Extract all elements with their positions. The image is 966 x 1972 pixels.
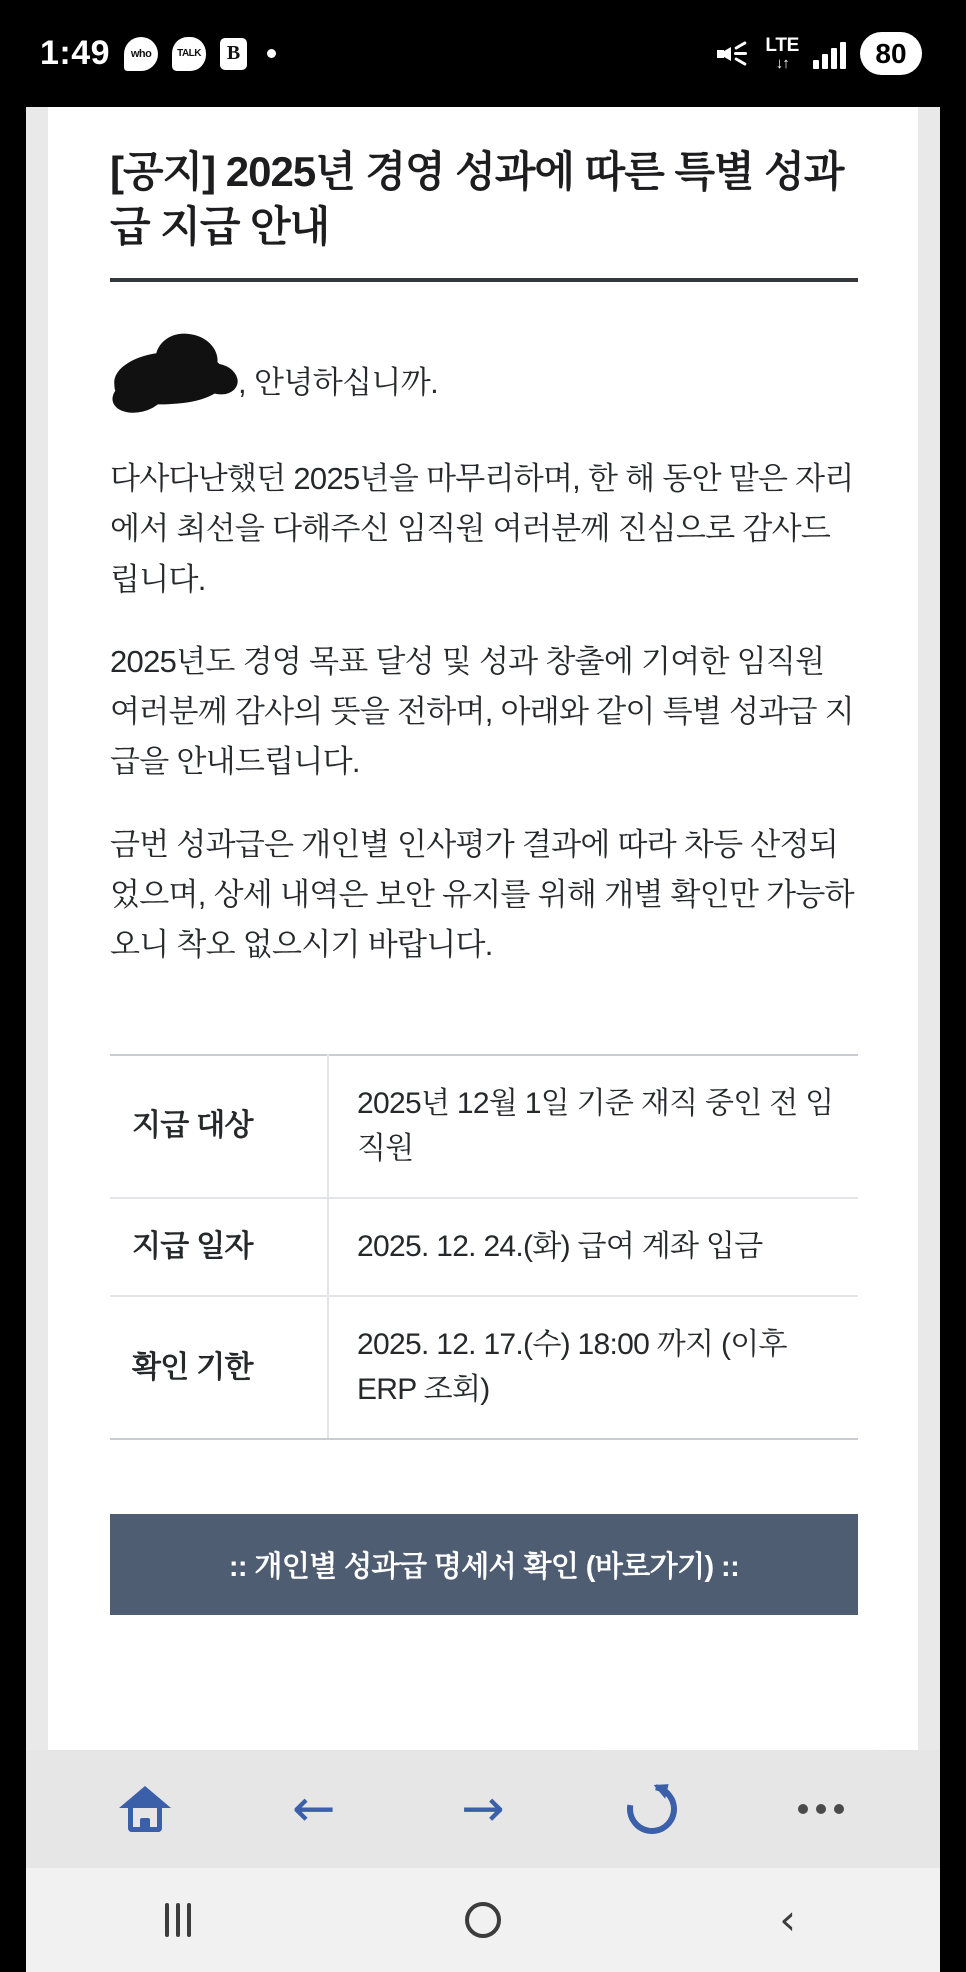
three-dots-icon — [798, 1804, 844, 1814]
table-row-key: 지급 대상 — [110, 1055, 328, 1198]
home-button[interactable] — [97, 1761, 193, 1857]
title-divider — [110, 278, 858, 282]
recents-button[interactable] — [118, 1880, 238, 1960]
back-button[interactable] — [266, 1761, 362, 1857]
table-row — [110, 1296, 858, 1439]
table-row-key: 확인 기한 — [110, 1296, 328, 1439]
paragraph-3: 금번 성과급은 개인별 인사평가 결과에 따라 차등 산정되었으며, 상세 내역은 보안 유지를 위해 개별 확인만 가능하오니 착오 없으시기 바랍니다. — [110, 826, 854, 962]
reload-button[interactable] — [604, 1761, 700, 1857]
who-call-icon — [124, 37, 158, 71]
more-dot-icon — [267, 49, 276, 58]
table-row — [110, 1055, 858, 1198]
signal-bars-icon — [813, 39, 846, 69]
back-button-system[interactable] — [728, 1880, 848, 1960]
notice-article — [48, 107, 918, 1862]
arrow-left-icon: ← — [291, 1779, 336, 1839]
arrow-right-icon: → — [461, 1779, 505, 1839]
lte-arrows: ↓↑ — [775, 55, 789, 72]
mute-icon — [717, 39, 751, 69]
details-table — [110, 1054, 858, 1440]
paragraph-2: 2025년도 경영 목표 달성 및 성과 창출에 기여한 임직원 여러분께 감사의 뜻을 전하며, 아래와 같이 특별 성과급 지급을 안내드립니다. — [110, 643, 854, 780]
back-chevron-icon: ‹ — [779, 1895, 797, 1944]
system-navigation-bar — [26, 1868, 940, 1972]
lte-icon — [765, 36, 799, 71]
lte-label: LTE — [765, 35, 799, 56]
status-bar-right — [717, 32, 922, 75]
status-bar — [0, 0, 966, 107]
paragraph-1: 다사다난했던 2025년을 마무리하며, 한 해 동안 맡은 자리에서 최선을 다해주신 임직원 여러분께 진심으로 감사드립니다. — [110, 461, 854, 597]
kakaotalk-icon — [172, 37, 206, 71]
recents-icon — [165, 1903, 191, 1937]
view-payslip-button[interactable]: :: 개인별 성과급 명세서 확인 (바로가기) :: — [110, 1514, 858, 1615]
home-circle-icon — [465, 1902, 501, 1938]
more-options-button[interactable] — [773, 1761, 869, 1857]
home-icon — [119, 1786, 171, 1832]
status-bar-left — [40, 34, 276, 73]
redacted-name-mark — [110, 330, 236, 416]
page-title: [공지] 2025년 경영 성과에 따른 특별 성과급 지급 안내 — [110, 148, 844, 250]
table-row-key: 지급 일자 — [110, 1198, 328, 1296]
cta-container — [110, 1514, 858, 1615]
browser-viewport[interactable] — [26, 107, 940, 1862]
who-call-icon-label: who — [130, 47, 152, 60]
table-row-value: 2025. 12. 17.(수) 18:00 까지 (이후 ERP 조회) — [328, 1296, 858, 1439]
kakaotalk-icon-label: TALK — [177, 48, 202, 59]
b-app-icon: B — [220, 38, 247, 70]
forward-button[interactable] — [435, 1761, 531, 1857]
table-row — [110, 1198, 858, 1296]
browser-toolbar — [26, 1750, 940, 1868]
reload-icon — [627, 1784, 677, 1834]
table-row-value: 2025년 12월 1일 기준 재직 중인 전 임직원 — [328, 1055, 858, 1198]
status-clock: 1:49 — [40, 34, 111, 72]
table-row-value: 2025. 12. 24.(화) 급여 계좌 입금 — [328, 1198, 858, 1296]
home-button-system[interactable] — [423, 1880, 543, 1960]
greeting-text: , 안녕하십니까. — [238, 365, 439, 401]
greeting-row — [110, 324, 858, 416]
battery-icon: 80 — [860, 32, 922, 75]
